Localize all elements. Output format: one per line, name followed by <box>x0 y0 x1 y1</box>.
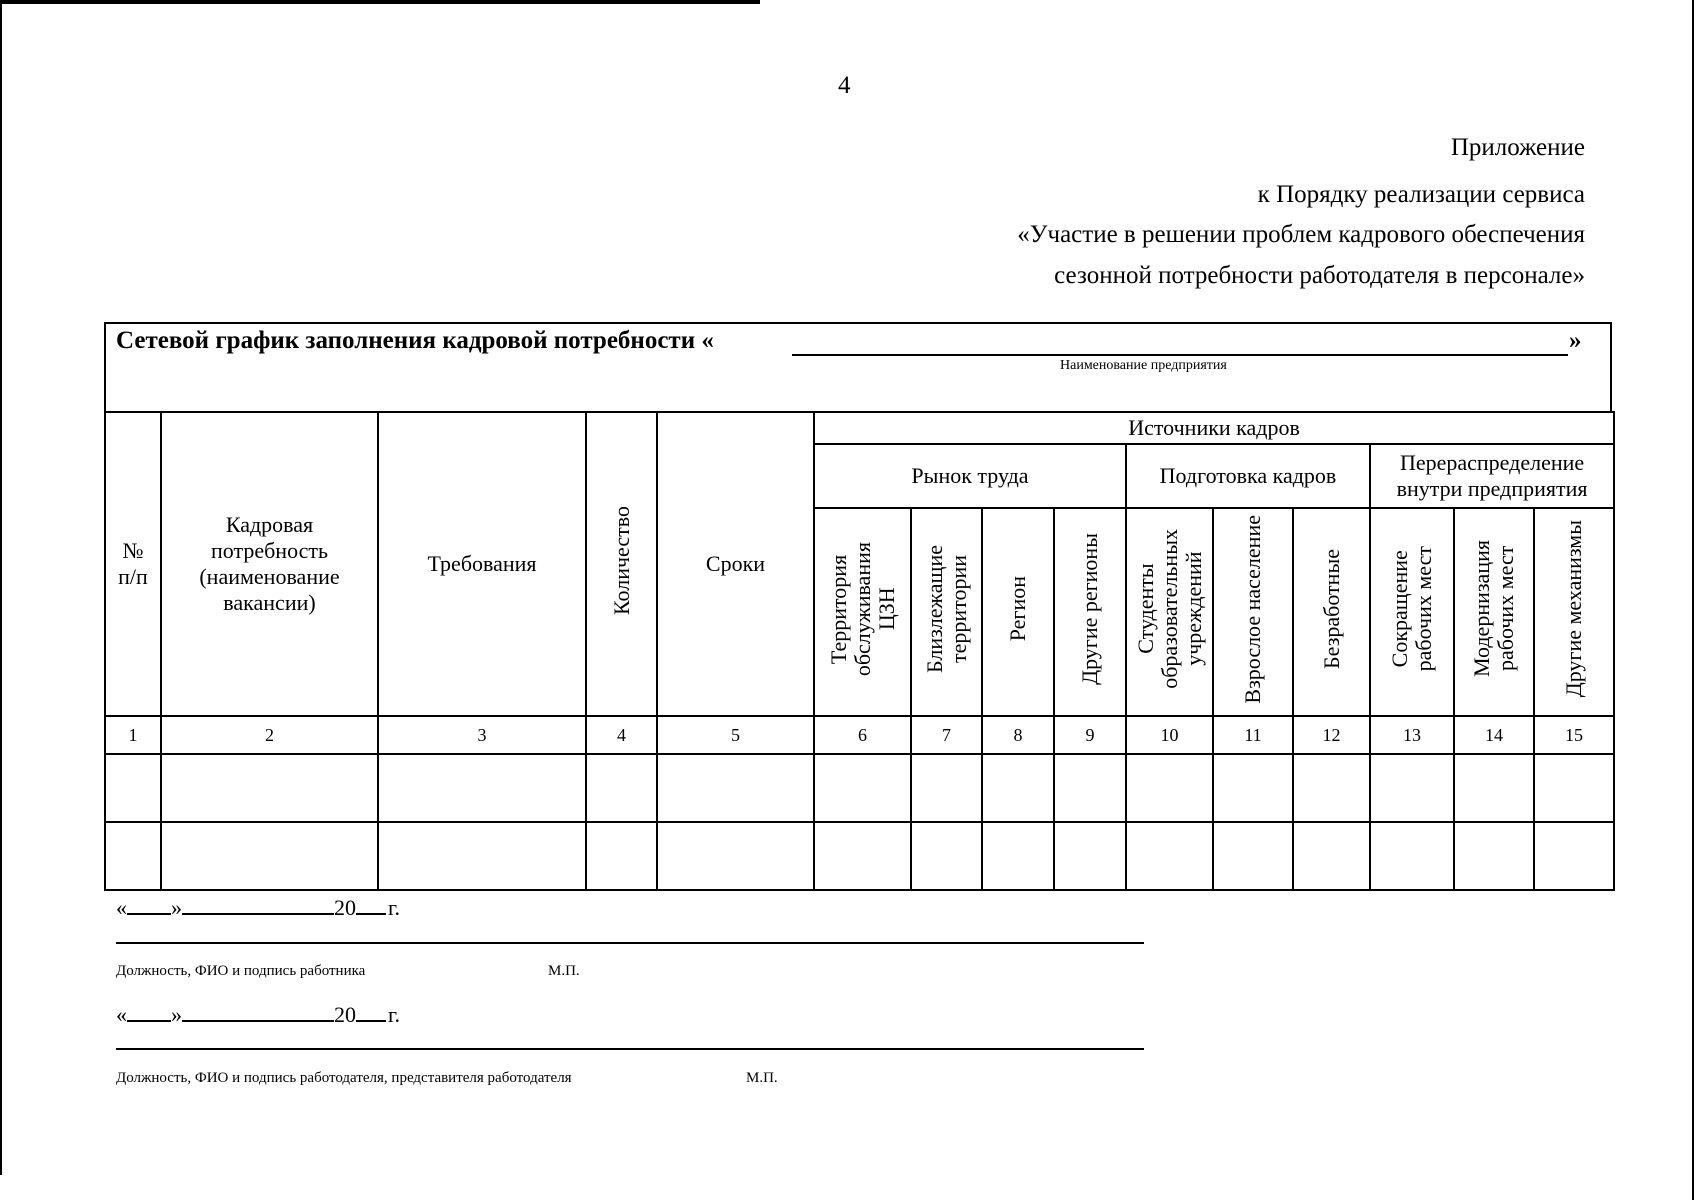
table-cell[interactable] <box>911 822 982 890</box>
header-modernization-label: Модернизация рабочих мест <box>1469 540 1518 678</box>
month-field[interactable] <box>182 893 334 915</box>
appendix-line-3: «Участие в решении проблем кадрового обеспечения <box>1017 221 1585 248</box>
table-cell[interactable] <box>161 822 378 890</box>
table-cell[interactable] <box>982 822 1054 890</box>
scan-edge-left <box>0 0 2 1175</box>
header-num: № п/п <box>105 412 161 716</box>
table-cell[interactable] <box>1213 822 1293 890</box>
header-job-cuts <box>1370 508 1454 716</box>
header-other-mechanisms-label: Другие механизмы <box>1561 520 1587 698</box>
table-cell[interactable] <box>1293 754 1370 822</box>
column-number: 9 <box>1054 716 1126 754</box>
year-prefix: 20 <box>334 895 356 920</box>
month-field[interactable] <box>182 1000 334 1022</box>
table-cell[interactable] <box>378 754 586 822</box>
header-job-cuts-label: Сокращение рабочих мест <box>1387 546 1436 672</box>
employer-date-line <box>116 1000 400 1028</box>
enterprise-name-field[interactable] <box>792 354 1568 356</box>
header-requirements: Требования <box>378 412 586 716</box>
column-number: 11 <box>1213 716 1293 754</box>
column-number: 7 <box>911 716 982 754</box>
day-field[interactable] <box>127 1000 171 1022</box>
scan-edge-top <box>0 0 760 4</box>
staffing-table <box>104 411 1615 891</box>
table-cell[interactable] <box>814 822 911 890</box>
header-students-label: Студенты образовательных учреждений <box>1132 529 1206 689</box>
table-cell[interactable] <box>1454 822 1534 890</box>
column-number: 4 <box>586 716 657 754</box>
header-adults <box>1213 508 1293 716</box>
table-cell[interactable] <box>161 754 378 822</box>
appendix-header <box>1017 128 1585 296</box>
header-region <box>982 508 1054 716</box>
table-cell[interactable] <box>1126 754 1213 822</box>
header-other-regions-label: Другие регионы <box>1077 533 1102 685</box>
employee-signature-caption: Должность, ФИО и подпись работника <box>116 963 366 979</box>
header-territory-czn <box>814 508 911 716</box>
column-number: 3 <box>378 716 586 754</box>
table-cell[interactable] <box>1213 754 1293 822</box>
header-unemployed <box>1293 508 1370 716</box>
column-number: 13 <box>1370 716 1454 754</box>
table-cell[interactable] <box>911 754 982 822</box>
table-cell[interactable] <box>586 754 657 822</box>
header-students <box>1126 508 1213 716</box>
column-number: 14 <box>1454 716 1534 754</box>
table-row <box>105 754 1614 822</box>
column-number: 2 <box>161 716 378 754</box>
column-number: 12 <box>1293 716 1370 754</box>
date-open-quote: « <box>116 895 127 920</box>
column-number: 8 <box>982 716 1054 754</box>
header-training: Подготовка кадров <box>1126 444 1370 508</box>
day-field[interactable] <box>127 893 171 915</box>
table-cell[interactable] <box>105 822 161 890</box>
header-quantity-label: Количество <box>608 506 634 616</box>
table-cell[interactable] <box>105 754 161 822</box>
column-number-row <box>105 716 1614 754</box>
column-number: 6 <box>814 716 911 754</box>
table-cell[interactable] <box>1293 822 1370 890</box>
year-field[interactable] <box>356 893 386 915</box>
header-vacancy: Кадровая потребность (наименование вакансии) <box>161 412 378 716</box>
year-field[interactable] <box>356 1000 386 1022</box>
employer-signature-caption: Должность, ФИО и подпись работодателя, представителя работодателя <box>116 1070 572 1086</box>
year-suffix: г. <box>388 1002 401 1027</box>
header-nearby <box>911 508 982 716</box>
form-title-close-quote: » <box>1569 327 1582 354</box>
column-number: 15 <box>1534 716 1614 754</box>
header-modernization <box>1454 508 1534 716</box>
header-other-mechanisms <box>1534 508 1614 716</box>
date-open-quote: « <box>116 1002 127 1027</box>
table-row <box>105 822 1614 890</box>
table-cell[interactable] <box>1534 754 1614 822</box>
table-cell[interactable] <box>1454 754 1534 822</box>
header-adults-label: Взрослое население <box>1240 514 1265 704</box>
column-number: 5 <box>657 716 814 754</box>
column-number: 1 <box>105 716 161 754</box>
table-cell[interactable] <box>814 754 911 822</box>
table-cell[interactable] <box>378 822 586 890</box>
table-cell[interactable] <box>982 754 1054 822</box>
table-cell[interactable] <box>1370 822 1454 890</box>
table-cell[interactable] <box>1370 754 1454 822</box>
header-redistribution: Перераспределение внутри предприятия <box>1370 444 1614 508</box>
table-cell[interactable] <box>657 822 814 890</box>
appendix-line-2: к Порядку реализации сервиса <box>1257 180 1585 208</box>
employee-signature-line[interactable] <box>116 942 1144 944</box>
appendix-line-4: сезонной потребности работодателя в персонале» <box>1054 261 1585 289</box>
employee-stamp-mark: М.П. <box>548 963 580 979</box>
page-number: 4 <box>838 72 851 99</box>
table-cell[interactable] <box>657 754 814 822</box>
form-title: Сетевой график заполнения кадровой потребности « <box>116 327 714 354</box>
header-nearby-label: Близлежащие территории <box>921 545 971 673</box>
date-close-quote: » <box>171 895 182 920</box>
header-unemployed-label: Безработные <box>1318 549 1344 669</box>
table-cell[interactable] <box>586 822 657 890</box>
enterprise-caption: Наименование предприятия <box>1060 358 1227 373</box>
date-close-quote: » <box>171 1002 182 1027</box>
table-cell[interactable] <box>1126 822 1213 890</box>
employee-date-line <box>116 893 400 921</box>
header-quantity <box>586 412 657 716</box>
header-terms: Сроки <box>657 412 814 716</box>
header-region-label: Регион <box>1005 576 1030 642</box>
scan-edge-right <box>1692 0 1694 1200</box>
header-other-regions <box>1054 508 1126 716</box>
appendix-line-1: Приложение <box>1450 134 1585 161</box>
table-cell[interactable] <box>1534 822 1614 890</box>
header-territory-czn-label: Территория обслуживания ЦЗН <box>825 541 899 677</box>
header-sources: Источники кадров <box>814 412 1614 444</box>
column-number: 10 <box>1126 716 1213 754</box>
table-cell[interactable] <box>1054 822 1126 890</box>
table-cell[interactable] <box>1054 754 1126 822</box>
year-prefix: 20 <box>334 1002 356 1027</box>
header-labor-market: Рынок труда <box>814 444 1126 508</box>
employer-stamp-mark: М.П. <box>746 1070 778 1086</box>
year-suffix: г. <box>388 895 401 920</box>
employer-signature-line[interactable] <box>116 1048 1144 1050</box>
